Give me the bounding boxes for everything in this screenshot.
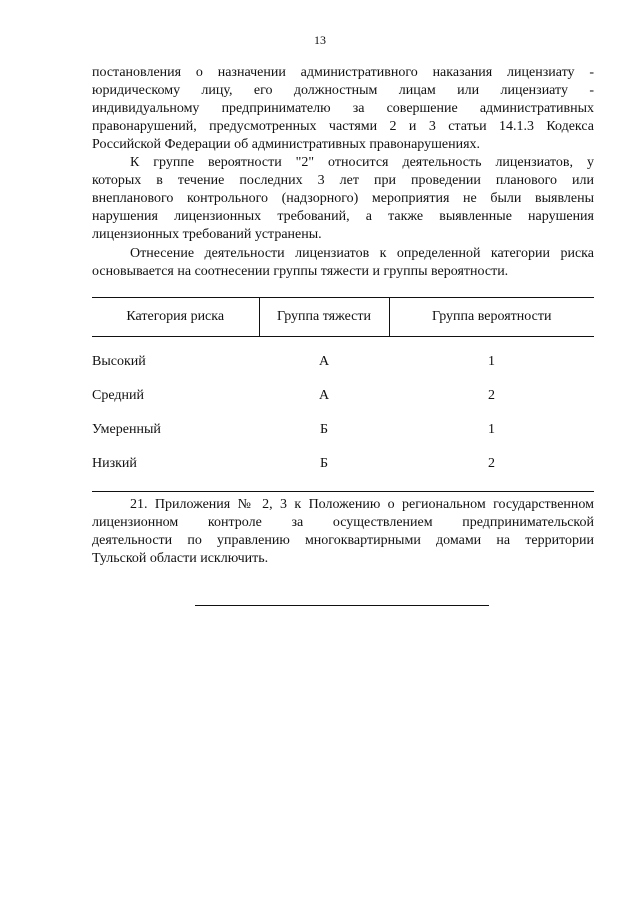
table-row: [92, 337, 594, 380]
text-line: правонарушений, предусмотренных частями 2 и 3 статьи 14.1.3 Кодекса: [92, 119, 594, 134]
cell-severity-group: А: [318, 354, 330, 369]
text-line: Отнесение деятельности лицензиатов к определенной категории риска: [130, 246, 594, 261]
end-divider-line: [195, 605, 489, 606]
text-line: нарушения лицензионных требований, а также выявленные нарушения: [92, 209, 594, 224]
paragraph-continuation: [92, 64, 594, 154]
cell-severity-group: Б: [319, 422, 329, 437]
text-line: которых в течение последних 3 лет при проведении планового или: [92, 173, 594, 188]
header-probability-group: Группа вероятности: [389, 298, 594, 337]
text-line: лицензионных требований устранены.: [92, 227, 322, 242]
risk-category-table: [92, 297, 594, 492]
text-line: деятельности по управлению многоквартирными домами на территории: [92, 533, 594, 548]
header-risk-category: Категория риска: [92, 298, 259, 337]
table-row: [92, 379, 594, 413]
text-line: внепланового контрольного (надзорного) мероприятия не были выявлены: [92, 191, 594, 206]
table-row: [92, 413, 594, 447]
paragraph-risk-category: [92, 245, 594, 281]
paragraph-probability-group: [92, 154, 594, 244]
paragraph-item-21: [92, 496, 594, 568]
cell-severity-group: Б: [259, 447, 389, 492]
cell-probability-group: 2: [488, 388, 495, 403]
cell-risk-category: Высокий: [92, 354, 146, 369]
cell-probability-group: 1: [488, 354, 495, 369]
header-severity-group: Группа тяжести: [259, 298, 389, 337]
text-line: Российской Федерации об административных правонарушениях.: [92, 137, 481, 152]
text-line: юридическому лицу, его должностным лицам или лицензиату -: [92, 83, 594, 98]
text-line: Тульской области исключить.: [92, 551, 269, 566]
text-line: 21. Приложения № 2, 3 к Положению о региональном государственном: [130, 497, 594, 512]
page-number: 13: [314, 33, 326, 47]
cell-risk-category: Средний: [92, 388, 144, 403]
cell-severity-group: А: [318, 388, 330, 403]
text-line: постановления о назначении административного наказания лицензиату -: [92, 65, 594, 80]
text-line: индивидуальному предпринимателю за совершение административных: [92, 101, 594, 116]
text-line: основывается на соотнесении группы тяжести и группы вероятности.: [92, 264, 509, 279]
text-line: лицензионном контроле за осуществлением предпринимательской: [92, 515, 594, 530]
table-header-row: [92, 298, 594, 337]
text-line: К группе вероятности "2" относится деятельность лицензиатов, у: [130, 155, 594, 170]
cell-probability-group: 1: [488, 422, 495, 437]
table-row: [92, 447, 594, 492]
cell-risk-category: Умеренный: [92, 422, 161, 437]
cell-probability-group: 2: [389, 447, 594, 492]
cell-risk-category: Низкий: [92, 447, 259, 492]
